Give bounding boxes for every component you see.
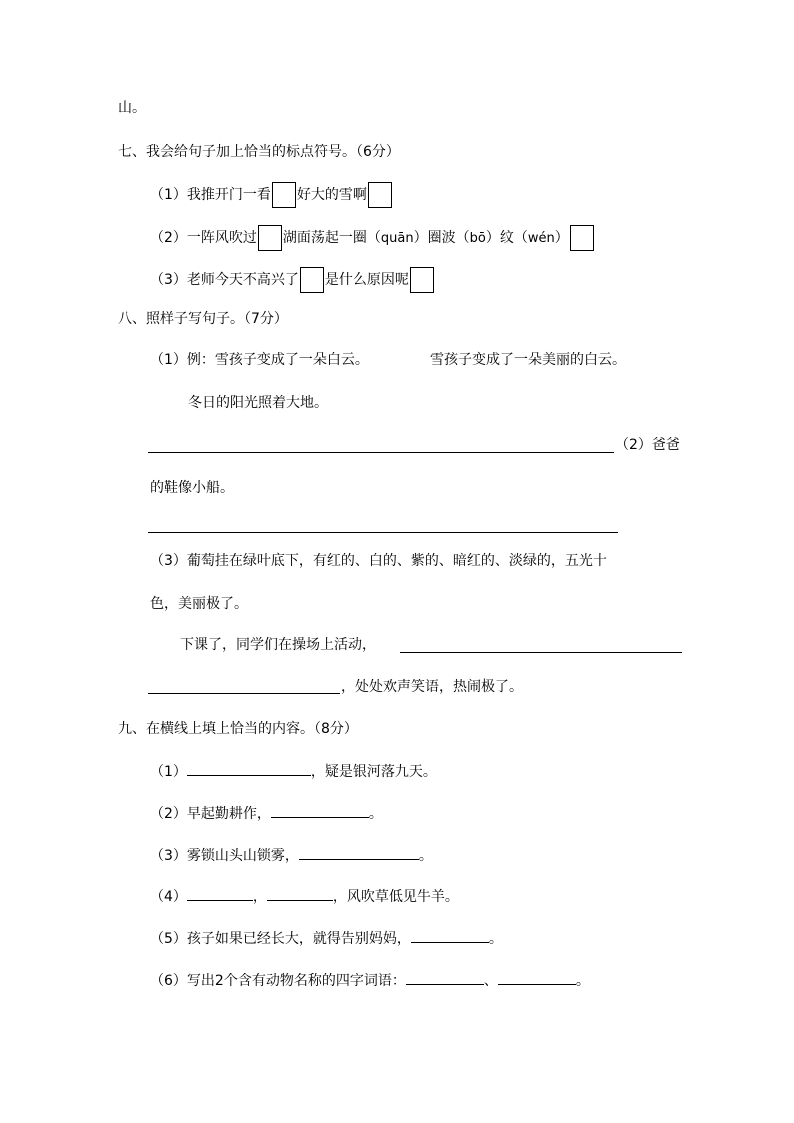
s9-q1-text-b: ，疑是银河落九天。 <box>310 764 437 780</box>
answer-line-s8-q2[interactable] <box>148 532 618 533</box>
s8-q3-task: 下课了，同学们在操场上活动， <box>180 637 376 653</box>
s7-question-1 <box>150 182 393 208</box>
s8-q3-line2: 色，美丽极了。 <box>150 596 248 612</box>
s9-question-1 <box>150 761 437 782</box>
s9-q4-text-b: ， <box>252 889 267 905</box>
s9-q3-text-b: 。 <box>418 848 433 864</box>
s8-q1-example: （1）例：雪孩子变成了一朵白云。 <box>150 352 369 368</box>
answer-blank[interactable] <box>267 886 333 901</box>
s7-q1-text-a: （1）我推开门一看 <box>150 187 271 203</box>
s8-q3-end: ，处处欢声笑语，热闹极了。 <box>341 679 523 695</box>
answer-blank[interactable] <box>299 845 419 860</box>
s9-q6-text-b: 、 <box>483 973 498 989</box>
s7-q2-text-a: （2）一阵风吹过 <box>150 230 257 246</box>
pinyin-quan: quān <box>380 231 414 246</box>
answer-line-s8-q1[interactable] <box>148 452 614 453</box>
pinyin-bo: bō <box>469 231 486 246</box>
answer-line-s8-q3b[interactable] <box>148 693 340 694</box>
continued-text: 山。 <box>118 100 146 116</box>
s9-question-2 <box>150 803 383 824</box>
s9-q3-text-a: （3）雾锁山头山锁雾， <box>150 848 299 864</box>
punctuation-box[interactable] <box>272 182 296 208</box>
answer-blank[interactable] <box>187 761 311 776</box>
section-9-title: 九、在横线上填上恰当的内容。（8分） <box>118 721 358 737</box>
answer-blank[interactable] <box>406 970 484 985</box>
section-7-title: 七、我会给句子加上恰当的标点符号。（6分） <box>118 144 400 160</box>
s9-q6-text-c: 。 <box>575 973 590 989</box>
answer-blank[interactable] <box>411 928 489 943</box>
s7-q1-text-b: 好大的雪啊 <box>296 187 367 203</box>
s7-q3-text-b: 是什么原因呢 <box>324 272 409 288</box>
s7-q2-text-c: ）圈波（ <box>413 230 470 246</box>
punctuation-box[interactable] <box>258 225 282 251</box>
punctuation-box[interactable] <box>300 267 324 293</box>
s9-q5-text-a: （5）孩子如果已经长大，就得告别妈妈， <box>150 931 411 947</box>
s7-question-2 <box>150 225 595 251</box>
s8-q3-line1: （3）葡萄挂在绿叶底下，有红的、白的、紫的、暗红的、淡绿的，五光十 <box>150 553 607 569</box>
s7-q2-text-d: ）纹（ <box>485 230 528 246</box>
s7-q3-text-a: （3）老师今天不高兴了 <box>150 272 299 288</box>
punctuation-box[interactable] <box>368 182 392 208</box>
s9-q5-text-b: 。 <box>488 931 503 947</box>
answer-blank[interactable] <box>271 803 369 818</box>
punctuation-box[interactable] <box>570 225 594 251</box>
s9-question-6 <box>150 970 590 991</box>
punctuation-box[interactable] <box>410 267 434 293</box>
s9-q2-text-a: （2）早起勤耕作， <box>150 806 271 822</box>
s9-question-3 <box>150 845 433 866</box>
s9-q6-text-a: （6）写出2个含有动物名称的四字词语： <box>150 973 406 989</box>
answer-line-s8-q3a[interactable] <box>400 652 682 653</box>
s9-q1-text-a: （1） <box>150 764 187 780</box>
s9-question-4 <box>150 886 459 907</box>
s9-question-5 <box>150 928 503 949</box>
s9-q2-text-b: 。 <box>368 806 383 822</box>
s8-q1-prompt: 冬日的阳光照着大地。 <box>188 395 328 411</box>
s8-q2-continued: 的鞋像小船。 <box>150 480 234 496</box>
s9-q4-text-c: ，风吹草低见牛羊。 <box>332 889 459 905</box>
section-8-title: 八、照样子写句子。（7分） <box>118 311 288 327</box>
s7-question-3 <box>150 267 435 293</box>
s7-q2-text-e: ） <box>554 230 569 246</box>
s7-q2-text-b: 湖面荡起一圈（ <box>282 230 381 246</box>
answer-blank[interactable] <box>187 886 253 901</box>
s8-q2-label: （2）爸爸 <box>615 437 680 453</box>
answer-blank[interactable] <box>498 970 576 985</box>
s9-q4-text-a: （4） <box>150 889 187 905</box>
s8-q1-example-answer: 雪孩子变成了一朵美丽的白云。 <box>430 352 626 368</box>
pinyin-wen: wén <box>527 231 555 246</box>
